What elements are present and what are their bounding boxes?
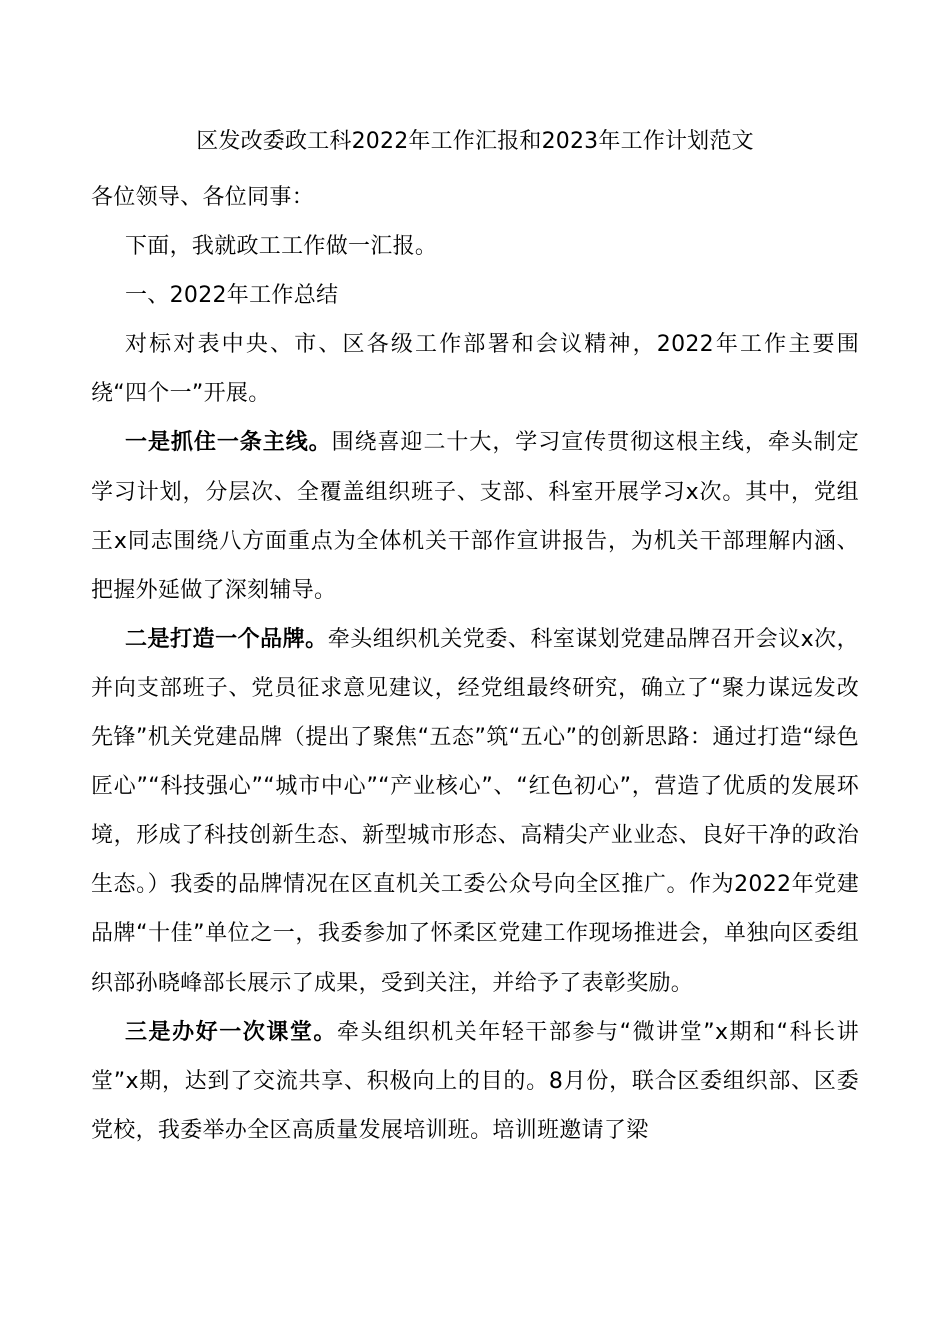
salutation: 各位领导、各位同事： bbox=[91, 185, 315, 210]
work-item-3-body: 牵头组织机关年轻干部参与“微讲堂”x期和“科长讲堂”x期，达到了交流共享、积极向上的目的。8月份，联合区委组织部、区委党校，我委举办全区高质量发展培训班。培训班邀请了梁 bbox=[91, 1019, 860, 1143]
work-item-2-lead: 二是打造一个品牌。 bbox=[125, 626, 328, 652]
intro-paragraph: 下面，我就政工工作做一汇报。 bbox=[125, 234, 438, 260]
work-item-2-body: 牵头组织机关党委、科室谋划党建品牌召开会议x次，并向支部班子、党员征求意见建议，经党组最终研究，确立了“聚力谋远发改先锋”机关党建品牌（提出了聚焦“五态”筑“五心”的创新思路：通过打造“绿色匠心”“科技强心”“城市中心”“产业核心”、“红色初心”，营造了优质的发展环境，形成了科技创新生态、新型城市形态、高精尖产业业态、良好干净的政治生态。）我委的品牌情况在区直机关工委公众号向全区推广。作为2022年党建品牌“十佳”单位之一，我委参加了怀柔区党建工作现场推进会，单独向区委组织部孙晓峰部长展示了成果，受到关注，并给予了表彰奖励。 bbox=[91, 626, 859, 996]
document-title: 区发改委政工科2022年工作汇报和2023年工作计划范文 bbox=[196, 129, 754, 154]
work-item-3-lead: 三是办好一次课堂。 bbox=[125, 1019, 337, 1045]
work-item-1-lead: 一是抓住一条主线。 bbox=[125, 430, 332, 456]
document-body bbox=[91, 118, 859, 1155]
work-item-2 bbox=[91, 615, 859, 1008]
work-item-3 bbox=[91, 1008, 859, 1155]
section-heading: 一、2022年工作总结 bbox=[125, 283, 339, 309]
work-item-1-body: 围绕喜迎二十大，学习宣传贯彻这根主线，牵头制定学习计划，分层次、全覆盖组织班子、支部、科室开展学习x次。其中，党组王x同志围绕八方面重点为全体机关干部作宣讲报告，为机关干部理解内涵、把握外延做了深刻辅导。 bbox=[91, 430, 859, 603]
work-item-1 bbox=[91, 418, 859, 614]
section-intro-paragraph: 对标对表中央、市、区各级工作部署和会议精神，2022年工作主要围绕“四个一”开展。 bbox=[91, 332, 859, 407]
